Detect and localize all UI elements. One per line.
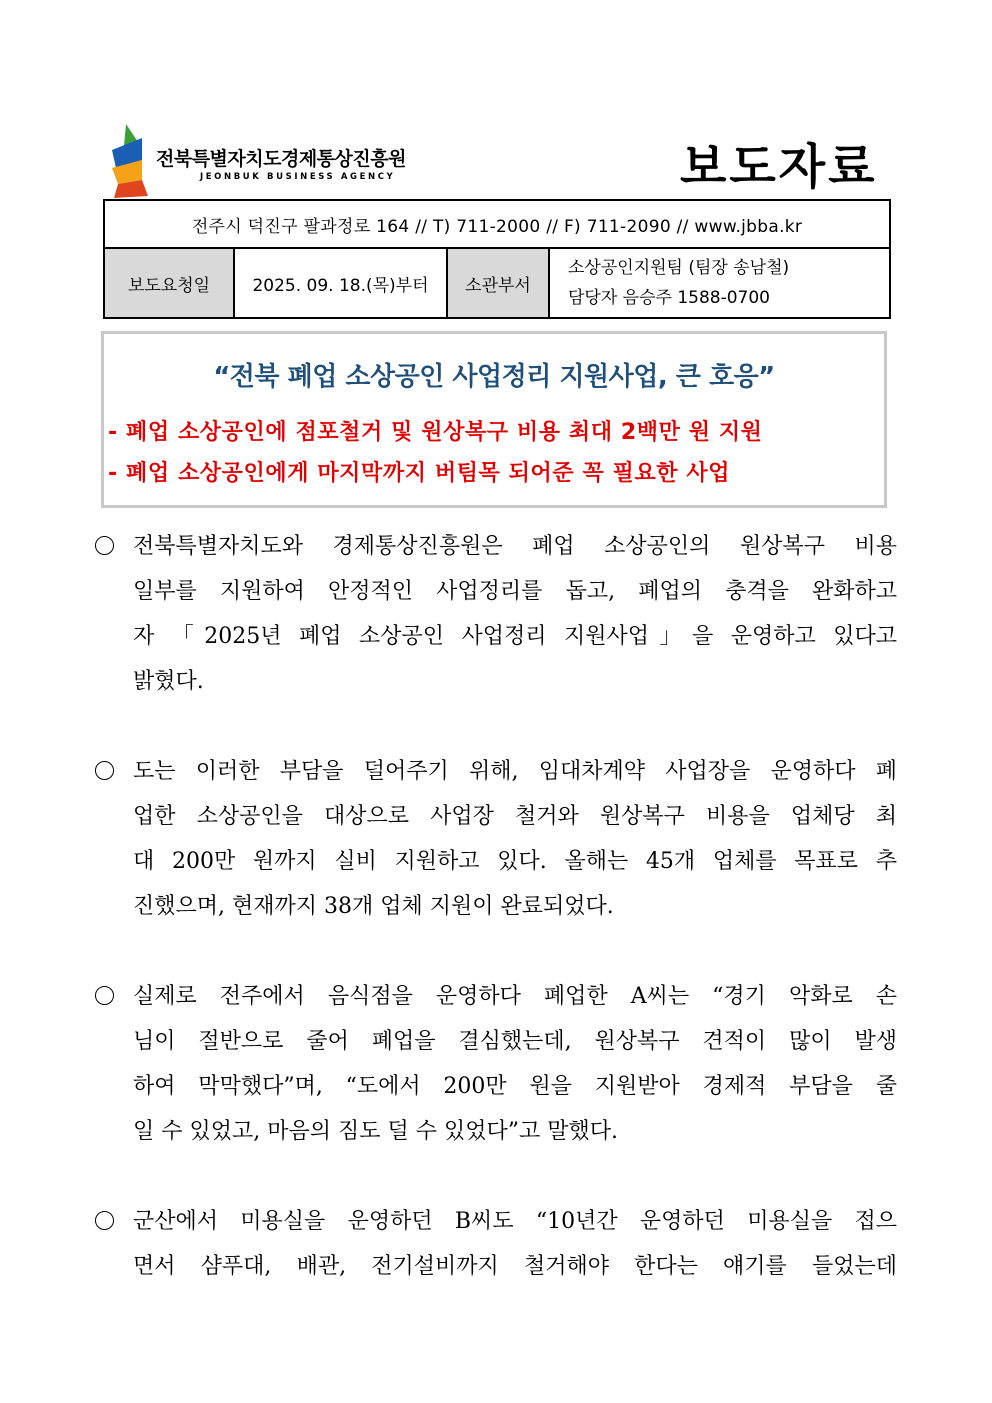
bullet-circle-icon	[95, 536, 114, 555]
paragraph-line: 님이 절반으로 줄어 폐업을 결심했는데, 원상복구 견적이 많이 발생	[133, 1029, 897, 1054]
paragraph-line: 면서 샴푸대, 배관, 전기설비까지 철거해야 한다는 얘기를 들었는데	[133, 1254, 897, 1279]
paragraph-line: 도는 이러한 부담을 덜어주기 위해, 임대차계약 사업장을 운영하다 폐	[133, 759, 897, 784]
bullet-circle-icon	[95, 761, 114, 780]
paragraph-line: 일부를 지원하여 안정적인 사업정리를 돕고, 폐업의 충격을 완화하고	[133, 579, 897, 604]
address-line: 전주시 덕진구 팔과정로 164 // T) 711-2000 // F) 711-2090 // www.jbba.kr	[104, 200, 890, 248]
headline-box	[101, 331, 887, 508]
bullet-circle-icon	[95, 986, 114, 1005]
release-label: 보도요청일	[104, 248, 234, 318]
release-date: 2025. 09. 18.(목)부터	[234, 248, 447, 318]
paragraph-line: 일 수 있었고, 마음의 짐도 덜 수 있었다”고 말했다.	[133, 1119, 618, 1144]
headline-sub-1: - 폐업 소상공인에 점포철거 및 원상복구 비용 최대 2백만 원 지원	[108, 420, 763, 445]
agency-logo	[112, 124, 432, 198]
doc-type-title: 보도자료	[680, 139, 878, 195]
paragraph-line: 군산에서 미용실을 운영하던 B씨도 “10년간 운영하던 미용실을 접으	[133, 1209, 897, 1234]
headline-title: “전북 폐업 소상공인 사업정리 지원사업, 큰 호응”	[213, 362, 775, 392]
paragraph-line: 대 200만 원까지 실비 지원하고 있다. 올해는 45개 업체를 목표로 추	[133, 849, 897, 874]
paragraph-line: 진했으며, 현재까지 38개 업체 지원이 완료되었다.	[133, 894, 614, 919]
headline-sub-2: - 폐업 소상공인에게 마지막까지 버팀목 되어준 꼭 필요한 사업	[108, 461, 731, 486]
dept-info	[549, 248, 890, 318]
bullet-circle-icon	[95, 1211, 114, 1230]
dept-team: 소상공인지원팀 (팀장 송남철)	[568, 258, 790, 278]
contact-table	[103, 199, 891, 319]
dept-label: 소관부서	[447, 248, 549, 318]
org-name: 전북특별자치도경제통상진흥원	[156, 148, 406, 170]
paragraph-line: 밝혔다.	[133, 669, 204, 694]
org-name-en: JEONBUK BUSINESS AGENCY	[200, 172, 396, 182]
paragraph-line: 업한 소상공인을 대상으로 사업장 철거와 원상복구 비용을 업체당 최	[133, 804, 897, 829]
dept-contact: 담당자 음승주 1588-0700	[568, 288, 771, 308]
agency-logo-mark-icon	[112, 124, 152, 198]
paragraph-line: 전북특별자치도와 경제통상진흥원은 폐업 소상공인의 원상복구 비용	[133, 534, 897, 559]
paragraph-line: 자 「2025년 폐업 소상공인 사업정리 지원사업」을 운영하고 있다고	[133, 624, 897, 649]
paragraph-line: 하여 막막했다”며, “도에서 200만 원을 지원받아 경제적 부담을 줄	[133, 1074, 897, 1099]
paragraph-line: 실제로 전주에서 음식점을 운영하다 폐업한 A씨는 “경기 악화로 손	[133, 984, 897, 1009]
